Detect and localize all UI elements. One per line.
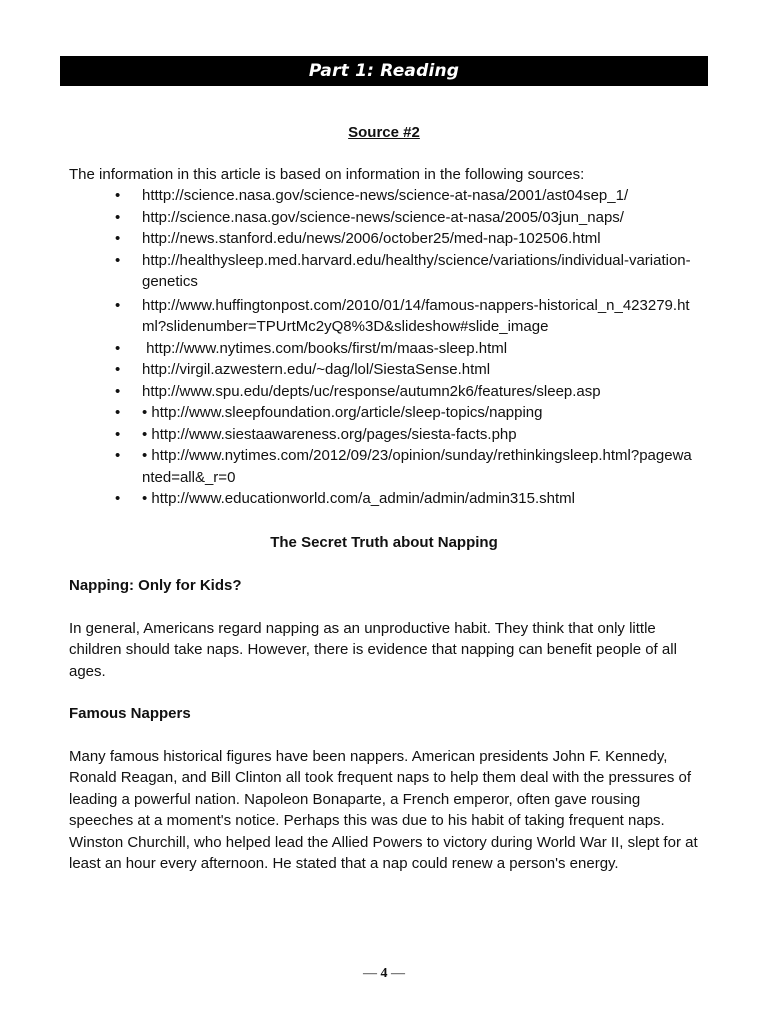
part-title: Part 1: Reading [308,61,460,81]
page-dash-left: — [363,966,377,981]
section-heading: Napping: Only for Kids? [69,577,242,594]
page-content [69,122,699,896]
source-item [69,402,699,424]
page-dash-right: — [391,966,405,981]
section-heading: Famous Nappers [69,705,191,722]
section-body: In general, Americans regard napping as an unproductive habit. They think that only little children should take naps. However, there is evidence that napping can benefit people of all ages. [69,619,677,680]
source-item [69,293,699,338]
source-item [69,228,699,250]
source-item [69,359,699,381]
source-item [69,207,699,229]
source-item [69,185,699,207]
bullet-icon: • [115,447,121,464]
source-url: • http://www.nytimes.com/2012/09/23/opinion/sunday/rethinkingsleep.html?pagewanted=all&_r=0 [142,447,692,486]
part-banner [60,56,708,86]
source-item [69,424,699,446]
source-item [69,250,699,293]
source-item [69,488,699,510]
source-url: http://virgil.azwestern.edu/~dag/lol/SiestaSense.html [142,361,491,378]
bullet-icon: • [115,361,121,378]
bullet-icon: • [115,208,121,226]
bullet-icon: • [115,251,121,269]
source-url: http://www.huffingtonpost.com/2010/01/14/famous-nappers-historical_n_423279.html?slidenumber=TPUrtMc2yQ8%3D&slideshow#slide_image [142,296,690,335]
source-item [69,445,699,488]
bullet-icon: • [115,230,121,247]
source-url: http://science.nasa.gov/science-news/science-at-nasa/2005/03jun_naps/ [142,208,624,226]
section-body: Many famous historical figures have been nappers. American presidents John F. Kennedy, Ronald Reagan, and Bill Clinton all took frequent naps to help them deal with the pressures of leading a powerful nation. Napoleon Bonaparte, a French emperor, often gave rousing speeches at a moment's notice. Perhaps this was due to his habit of taking frequent naps. Winston Churchill, who helped lead the Allied Powers to victory during World War II, slept for at least an hour every afternoon. He stated that a nap could renew a person's energy. [69,747,698,872]
bullet-icon: • [115,490,121,507]
source-list [69,185,699,510]
page-number-value: 4 [380,966,388,981]
article-title: The Secret Truth about Napping [270,533,498,551]
source-heading: Source #2 [348,124,420,141]
source-url: htttp://science.nasa.gov/science-news/science-at-nasa/2001/ast04sep_1/ [142,187,629,204]
source-item [69,338,699,360]
source-item [69,381,699,403]
page-number [0,966,768,982]
source-url: • http://www.sleepfoundation.org/article/sleep-topics/napping [142,404,543,421]
bullet-icon: • [115,382,121,400]
bullet-icon: • [115,404,121,421]
intro-text: The information in this article is based on information in the following sources: [69,165,585,183]
source-url: • http://www.educationworld.com/a_admin/admin/admin315.shtml [142,490,575,507]
bullet-icon: • [115,425,121,443]
bullet-icon: • [115,296,121,314]
source-url: http://www.nytimes.com/books/first/m/maas-sleep.html [142,339,508,357]
source-url: • http://www.siestaawareness.org/pages/siesta-facts.php [142,425,517,443]
bullet-icon: • [115,187,121,204]
bullet-icon: • [115,339,121,357]
source-url: http://healthysleep.med.harvard.edu/healthy/science/variations/individual-variation-genetics [142,251,691,290]
source-url: http://news.stanford.edu/news/2006/october25/med-nap-102506.html [142,230,601,247]
source-url: http://www.spu.edu/depts/uc/response/autumn2k6/features/sleep.asp [142,382,601,400]
